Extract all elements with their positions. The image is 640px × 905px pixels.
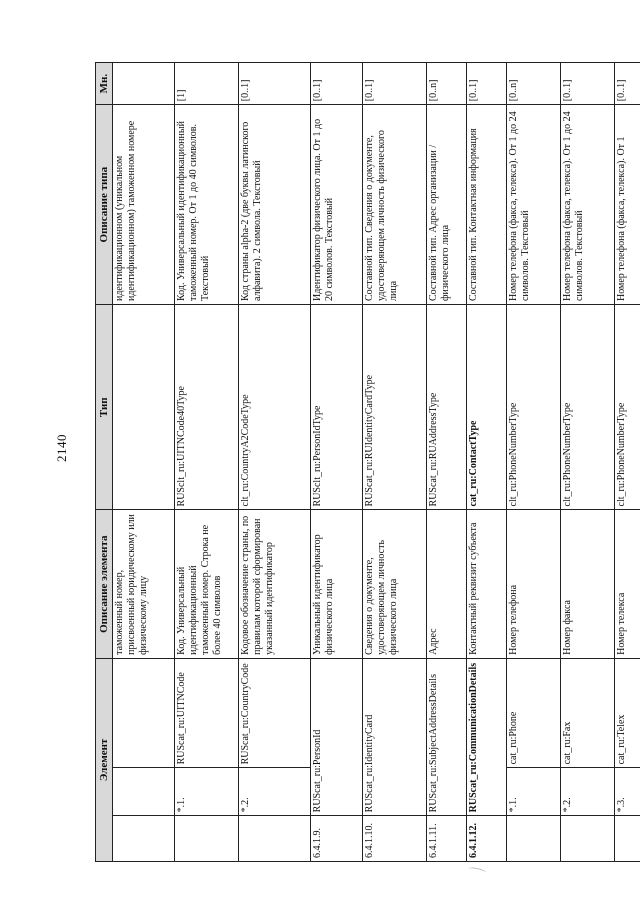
cell-type: RUSclt_ru:PersonIdType: [311, 305, 363, 510]
cell-level-3: [113, 658, 175, 768]
cell-level-1: [507, 816, 561, 862]
table-header-row: [96, 63, 113, 862]
table-row: [113, 63, 175, 862]
cell-multiplicity: [0..n]: [427, 63, 467, 105]
cell-type: clt_ru:PhoneNumberType: [561, 305, 615, 510]
cell-multiplicity: [0..1]: [363, 63, 427, 105]
cell-multiplicity: [113, 63, 175, 105]
table-row: [467, 63, 507, 862]
cell-multiplicity: [0..1]: [311, 63, 363, 105]
cell-type-description: Номер телефона (факса, телекса). От 1 до 24 символов. Текстовый: [561, 105, 615, 305]
page-number: 2140: [54, 434, 69, 462]
cell-level-1: [113, 816, 175, 862]
cell-level-3: cat_ru:Phone: [507, 658, 561, 768]
cell-level-1: [239, 816, 311, 862]
cell-type-description: Номер телефона (факса, телекса). От 1 до 24 символов. Текстовый: [507, 105, 561, 305]
cell-multiplicity: [0..n]: [507, 63, 561, 105]
header-multiplicity: Мн.: [96, 63, 113, 105]
table-row: [175, 63, 239, 862]
cell-type: [113, 305, 175, 510]
rotated-table-container: [95, 62, 630, 862]
cell-multiplicity: [0..1]: [615, 63, 640, 105]
cell-level-2: *.3.: [615, 768, 640, 816]
cell-type-description: Составной тип. Адрес организации / физического лица: [427, 105, 467, 305]
cell-multiplicity: [0..1]: [467, 63, 507, 105]
cell-level-3: RUScat_ru:CountryCode: [239, 658, 311, 768]
table-row: [615, 63, 640, 862]
cell-type: clt_ru:PhoneNumberType: [615, 305, 640, 510]
cell-level-2: RUScat_ru:PersonId: [311, 658, 363, 816]
cell-multiplicity: [1]: [175, 63, 239, 105]
header-element-description: Описание элемента: [96, 510, 113, 658]
cell-level-1: 6.4.1.12.: [467, 816, 507, 862]
cell-element-description: Кодовое обозначение страны, по правилам которой сформирован указанный идентификатор: [239, 510, 311, 658]
cell-type: RUScat_ru:RUIdentityCardType: [363, 305, 427, 510]
cell-element-description: Код. Универсальный идентификационный таможенный номер. Строка не более 40 символов: [175, 510, 239, 658]
cell-level-3: cat_ru:Telex: [615, 658, 640, 768]
cell-level-2: *.2.: [239, 768, 311, 816]
cell-element-description: Сведения о документе, удостоверяющем личность физического лица: [363, 510, 427, 658]
cell-level-2: RUScat_ru:CommunicationDetails: [467, 658, 507, 816]
cell-level-2: *.1.: [175, 768, 239, 816]
header-type: Тип: [96, 305, 113, 510]
cell-level-2: RUScat_ru:SubjectAddressDetails: [427, 658, 467, 816]
cell-level-1: 6.4.1.9.: [311, 816, 363, 862]
cell-type: RUSclt_ru:UITNCode40Type: [175, 305, 239, 510]
cell-element-description: Уникальный идентификатор физического лица: [311, 510, 363, 658]
cell-type-description: Код страны alpha-2 (две буквы латинского алфавита). 2 символа. Текстовый: [239, 105, 311, 305]
cell-type: RUScat_ru:RUAddressType: [427, 305, 467, 510]
cell-type-description: Составной тип. Контактная информация: [467, 105, 507, 305]
specification-table: [95, 62, 640, 862]
table-row: [311, 63, 363, 862]
cell-type-description: Идентификатор физического лица. От 1 до 20 символов. Текстовый: [311, 105, 363, 305]
cell-element-description: Номер телефона: [507, 510, 561, 658]
cell-element-description: Номер телекса: [615, 510, 640, 658]
cell-type: clt_ru:PhoneNumberType: [507, 305, 561, 510]
cell-element-description: Номер факса: [561, 510, 615, 658]
table-row: [239, 63, 311, 862]
cell-level-3: cat_ru:Fax: [561, 658, 615, 768]
cell-element-description: таможенный номер, присвоенный юридическому или физическому лицу: [113, 510, 175, 658]
table-row: [427, 63, 467, 862]
cell-level-3: RUScat_ru:UITNCode: [175, 658, 239, 768]
cell-multiplicity: [0..1]: [239, 63, 311, 105]
table-row: [507, 63, 561, 862]
cell-multiplicity: [0..1]: [561, 63, 615, 105]
cell-level-1: 6.4.1.11.: [427, 816, 467, 862]
cell-type: clt_ru:CountryA2CodeType: [239, 305, 311, 510]
cell-element-description: Контактный реквизит субъекта: [467, 510, 507, 658]
cell-type: cat_ru:ContactType: [467, 305, 507, 510]
table-row: [363, 63, 427, 862]
header-type-description: Описание типа: [96, 105, 113, 305]
header-element: Элемент: [96, 658, 113, 861]
cell-level-2: *.1.: [507, 768, 561, 816]
cell-level-1: 6.4.1.10.: [363, 816, 427, 862]
cell-level-2: [113, 768, 175, 816]
table-row: [561, 63, 615, 862]
cell-type-description: идентификационном (уникальном идентификационном) таможенном номере: [113, 105, 175, 305]
cell-type-description: Код. Универсальный идентификационный таможенный номер. От 1 до 40 символов. Текстовый: [175, 105, 239, 305]
cell-type-description: Номер телефона (факса, телекса). От 1: [615, 105, 640, 305]
scan-smudge: [468, 866, 487, 876]
cell-level-2: *.2.: [561, 768, 615, 816]
cell-level-2: RUScat_ru:IdentityCard: [363, 658, 427, 816]
cell-level-1: [615, 816, 640, 862]
cell-type-description: Составной тип. Сведения о документе, удостоверяющем личность физического лица: [363, 105, 427, 305]
cell-level-1: [561, 816, 615, 862]
cell-element-description: Адрес: [427, 510, 467, 658]
cell-level-1: [175, 816, 239, 862]
